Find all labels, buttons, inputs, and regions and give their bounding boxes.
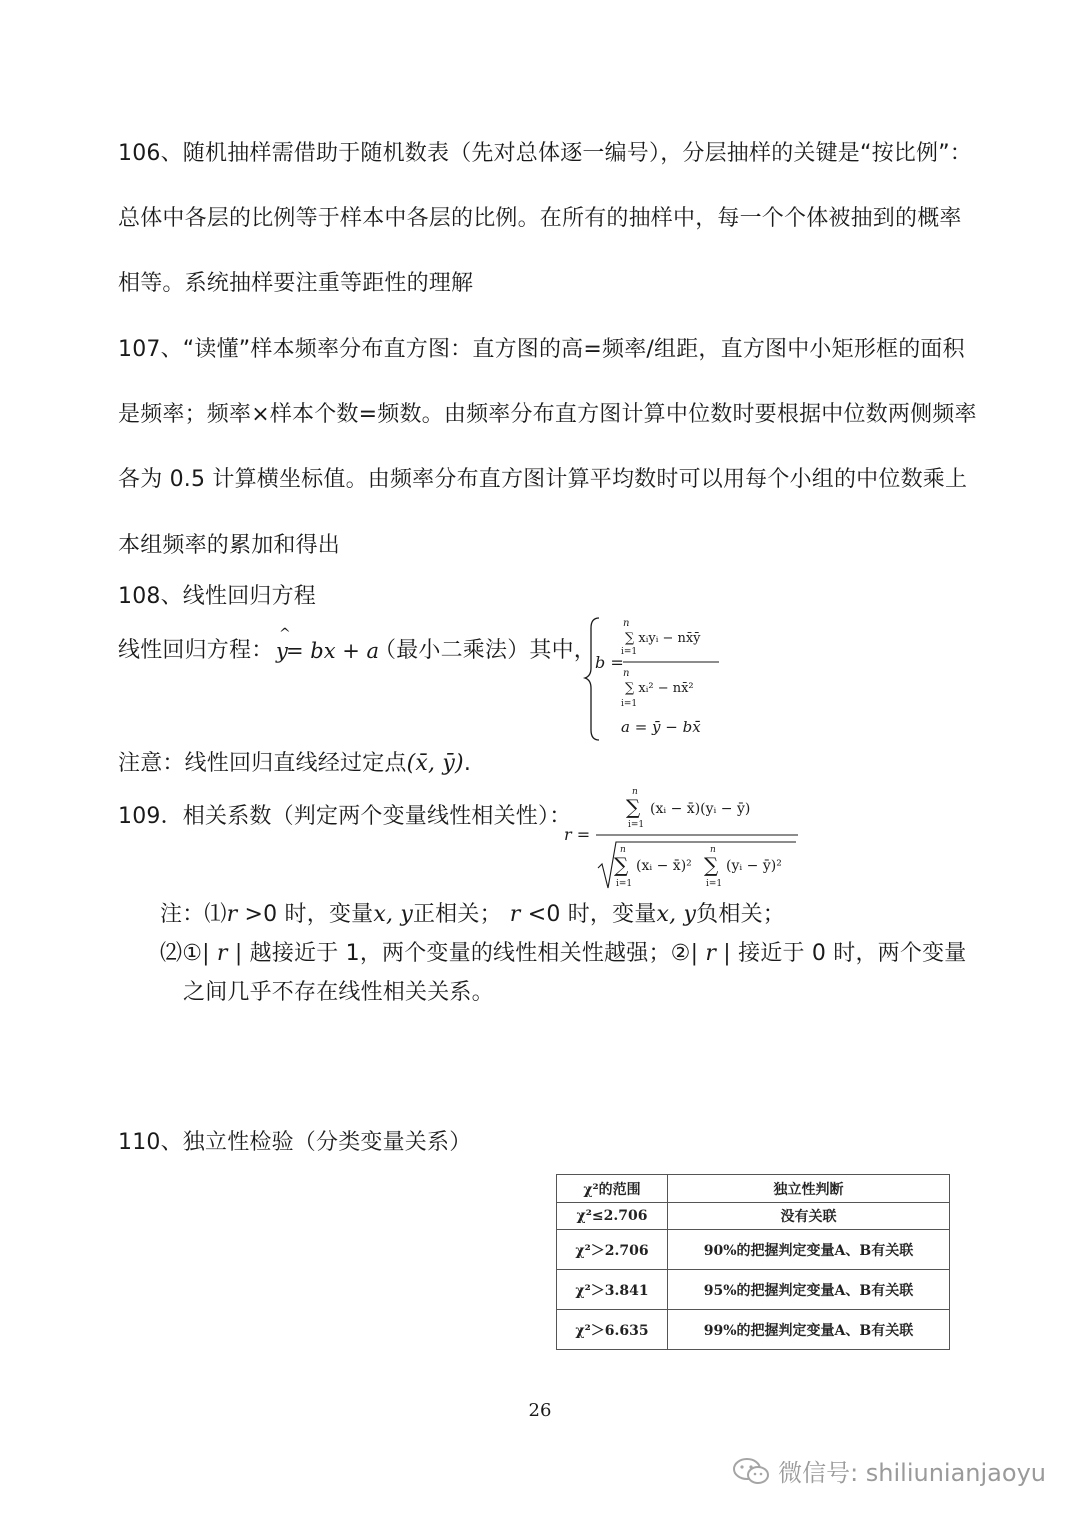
r-den-sum-top-2: n <box>710 845 716 855</box>
note1-text-a: >0 时，变量 <box>237 902 374 927</box>
b-lhs: b = <box>595 653 624 672</box>
para-106-line-2: 总体中各层的比例等于样本中各层的比例。在所有的抽样中，每一个个体被抽到的概率 <box>118 206 962 231</box>
r-num-sum-bot: i=1 <box>628 820 645 830</box>
page-number: 26 <box>528 1400 552 1421</box>
regression-note-end: . <box>463 751 472 776</box>
table-cell-judgement: 90%的把握判定变量A、B有关联 <box>668 1230 950 1270</box>
r-den-sum-bot-2: i=1 <box>706 879 723 889</box>
note1-prefix: 注：⑴ <box>160 902 227 927</box>
regression-label-text: 线性回归方程： <box>118 638 274 663</box>
table-cell-judgement: 没有关联 <box>668 1203 950 1230</box>
r-lhs: r = <box>564 825 591 844</box>
correlation-note-2 <box>160 939 966 969</box>
sum-top-1: n <box>623 618 630 629</box>
table-cell-judgement: 95%的把握判定变量A、B有关联 <box>668 1270 950 1310</box>
para-107-line-2: 是频率；频率×样本个数=频数。由频率分布直方图计算中位数时要根据中位数两侧频率 <box>118 402 977 427</box>
note2-prefix: ⑵① <box>160 941 203 966</box>
section-109-title: 109．相关系数（判定两个变量线性相关性）： <box>118 804 572 829</box>
y-hat-var: y <box>276 639 288 663</box>
regression-note-text: 注意：线性回归直线经过定点 <box>118 751 407 776</box>
r-den-sum-bot-1: i=1 <box>616 879 633 889</box>
wechat-watermark <box>732 1453 1046 1488</box>
table-row <box>557 1270 950 1310</box>
note2-text-b: 接近于 0 时，两个变量 <box>730 941 967 966</box>
note1-r-positive: r <box>226 902 238 927</box>
correlation-formula <box>564 782 804 894</box>
r-num-sigma: ∑ <box>626 795 641 819</box>
b-denominator: ∑ xᵢ² − nx̄² <box>625 681 694 696</box>
left-brace <box>585 618 599 740</box>
note1-text-d: 负相关； <box>696 902 785 927</box>
coefficient-formulas <box>585 614 755 744</box>
table-cell-range: χ²≤2.706 <box>557 1203 668 1230</box>
r-numerator: (xᵢ − x̄)(yᵢ − ȳ) <box>650 801 751 817</box>
least-squares-note: （最小二乘法）其中， <box>374 638 597 663</box>
table-header-range: χ²的范围 <box>557 1175 668 1203</box>
equation-rhs: = bx + a <box>286 639 380 663</box>
y-hat-mark: ^ <box>279 626 291 642</box>
note1-xy-2: x, y <box>656 902 697 927</box>
sum-bot-1: i=1 <box>621 647 638 657</box>
correlation-note-1 <box>160 900 785 930</box>
table-cell-judgement: 99%的把握判定变量A、B有关联 <box>668 1310 950 1350</box>
table-row <box>557 1230 950 1270</box>
wechat-icon <box>732 1456 770 1486</box>
r-den-sum-top-1: n <box>620 845 626 855</box>
r-den-sigma-2: ∑ <box>704 853 719 877</box>
section-108-title: 108、线性回归方程 <box>118 584 316 609</box>
regression-label <box>118 636 273 666</box>
section-110-title: 110、独立性检验（分类变量关系） <box>118 1130 472 1155</box>
chi-square-table <box>556 1174 950 1350</box>
r-denominator-y: (yᵢ − ȳ)² <box>726 858 782 874</box>
b-numerator: ∑ xᵢyᵢ − nx̄ȳ <box>625 631 701 646</box>
table-cell-range: χ²＞3.841 <box>557 1270 668 1310</box>
table-row <box>557 1310 950 1350</box>
r-den-sigma-1: ∑ <box>614 853 629 877</box>
a-equation: a = ȳ − bx̄ <box>621 718 701 736</box>
table-header-row <box>557 1175 950 1203</box>
mean-point: (x̄, ȳ) <box>406 751 464 776</box>
note1-text-b: 正相关； <box>412 902 502 927</box>
table-cell-range: χ²＞6.635 <box>557 1310 668 1350</box>
table-header-judgement: 独立性判断 <box>668 1175 950 1203</box>
para-107-line-4: 本组频率的累加和得出 <box>118 533 341 558</box>
note1-r-negative: r <box>509 902 521 927</box>
para-107-line-1: 107、“读懂”样本频率分布直方图：直方图的高=频率/组距，直方图中小矩形框的面积 <box>118 337 965 362</box>
note2-text-a: 越接近于 1，两个变量的线性相关性越强；② <box>242 941 691 966</box>
para-107-line-3: 各为 0.5 计算横坐标值。由频率分布直方图计算平均数时可以用每个小组的中位数乘上 <box>118 467 968 492</box>
note2-abs-r-1: | r | <box>202 941 243 966</box>
table-cell-range: χ²＞2.706 <box>557 1230 668 1270</box>
note1-text-c: <0 时，变量 <box>520 902 657 927</box>
para-106-line-3: 相等。系统抽样要注重等距性的理解 <box>118 271 474 296</box>
regression-note <box>118 749 471 779</box>
watermark-text: 微信号: shiliunianjaoyu <box>778 1459 1046 1487</box>
sum-top-2: n <box>623 668 630 679</box>
note1-xy-1: x, y <box>373 902 413 927</box>
para-106-line-1: 106、随机抽样需借助于随机数表（先对总体逐一编号），分层抽样的关键是“按比例”： <box>118 141 972 166</box>
sum-bot-2: i=1 <box>621 699 638 709</box>
note2-abs-r-2: | r | <box>690 941 731 966</box>
r-denominator-x: (xᵢ − x̄)² <box>636 858 692 874</box>
r-num-sum-top: n <box>632 787 638 797</box>
regression-equation <box>270 626 380 666</box>
table-row <box>557 1203 950 1230</box>
correlation-note-3: 之间几乎不存在线性相关关系。 <box>183 980 494 1005</box>
